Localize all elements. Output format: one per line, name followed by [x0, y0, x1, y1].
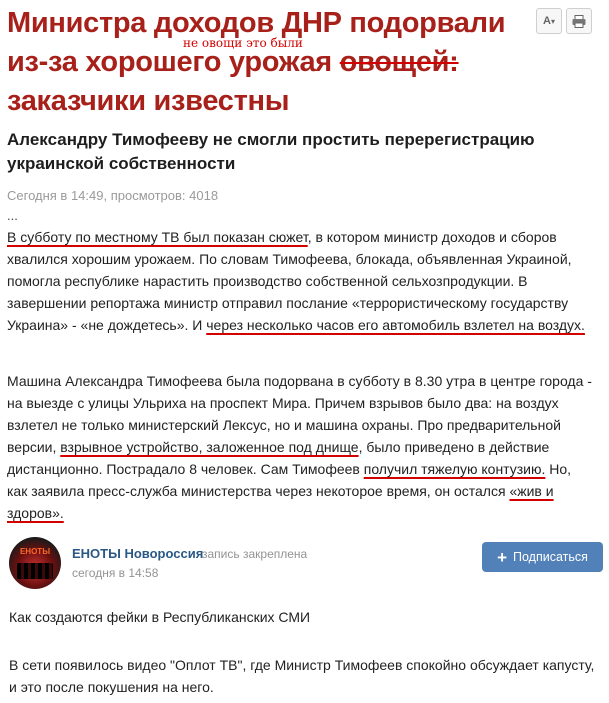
- subscribe-label: Подписаться: [513, 550, 588, 564]
- group-avatar[interactable]: [9, 537, 61, 589]
- font-size-icon: A▾: [543, 15, 555, 27]
- handwritten-annotation: не овощи это были: [183, 36, 303, 50]
- printer-icon: [572, 15, 586, 28]
- group-name-link[interactable]: ЕНОТЫ Новороссия: [72, 546, 204, 561]
- headline-struck-word: овощей:: [339, 46, 459, 78]
- post-time-link[interactable]: сегодня в 14:58: [72, 566, 159, 580]
- subscribe-button[interactable]: [482, 542, 603, 572]
- avatar-figures-icon: [17, 563, 53, 579]
- avatar-logo-text: ЕНОТЫ: [19, 547, 51, 556]
- article-headline: [7, 4, 527, 121]
- highlight-explosive-device: взрывное устройство, заложенное под днище: [60, 439, 359, 455]
- post-text-line-2: В сети появилось видео "Оплот ТВ", где Министр Тимофеев спокойно обсуждает капусту, и это после покушения на него.: [9, 657, 595, 695]
- article-paragraph-2: Машина Александра Тимофеева была подорвана в субботу в 8.30 утра в центре города - на выезде с улицы Ульриха на проспект Мира. Причем взрывов было два: на воздух взлетел не только министерский Лексус, но и машина охраны. Про предварительной версии, взрывное устройство, заложенное под днище, было приведено в действие дистанционно. Пострадало 8 человек. Сам Тимофеев получил тяжелую контузию. Но, как заявила пресс-служба министерства через некоторое время, он остался «жив и здоров».: [7, 373, 592, 521]
- highlight-tv-segment: В субботу по местному ТВ был показан сюжет: [7, 229, 308, 245]
- post-text-line-1: Как создаются фейки в Республиканских СМИ: [9, 609, 311, 625]
- headline-part1: Министра доходов ДНР подорвали из-за хорошего урожая: [7, 7, 506, 78]
- plus-icon: +: [497, 547, 508, 567]
- print-button[interactable]: [566, 8, 592, 34]
- highlight-car-exploded: через несколько часов его автомобиль взлетел на воздух.: [206, 317, 585, 333]
- highlight-alive-and-well: «жив и здоров».: [7, 483, 554, 521]
- highlight-concussion: получил тяжелую контузию.: [363, 461, 546, 477]
- article-subtitle: Александру Тимофееву не смогли простить перерегистрацию украинской собственности: [7, 130, 535, 173]
- article-paragraph-1: В субботу по местному ТВ был показан сюжет, в котором министр доходов и сборов хвалился хорошим урожаем. По словам Тимофеева, блокада, объявленная Украиной, помогла республике нарастить производство собственной сельхозпродукции. В завершении репортажа министр отправил послание «террористическому государству Украина» - «не дождетесь». И через несколько часов его автомобиль взлетел на воздух.: [7, 229, 585, 333]
- article-meta: Сегодня в 14:49, просмотров: 4018: [7, 188, 219, 203]
- font-size-button[interactable]: [536, 8, 562, 34]
- pinned-label: запись закреплена: [202, 547, 308, 561]
- article-ellipsis: ...: [7, 208, 18, 223]
- headline-part2: заказчики известны: [7, 85, 290, 117]
